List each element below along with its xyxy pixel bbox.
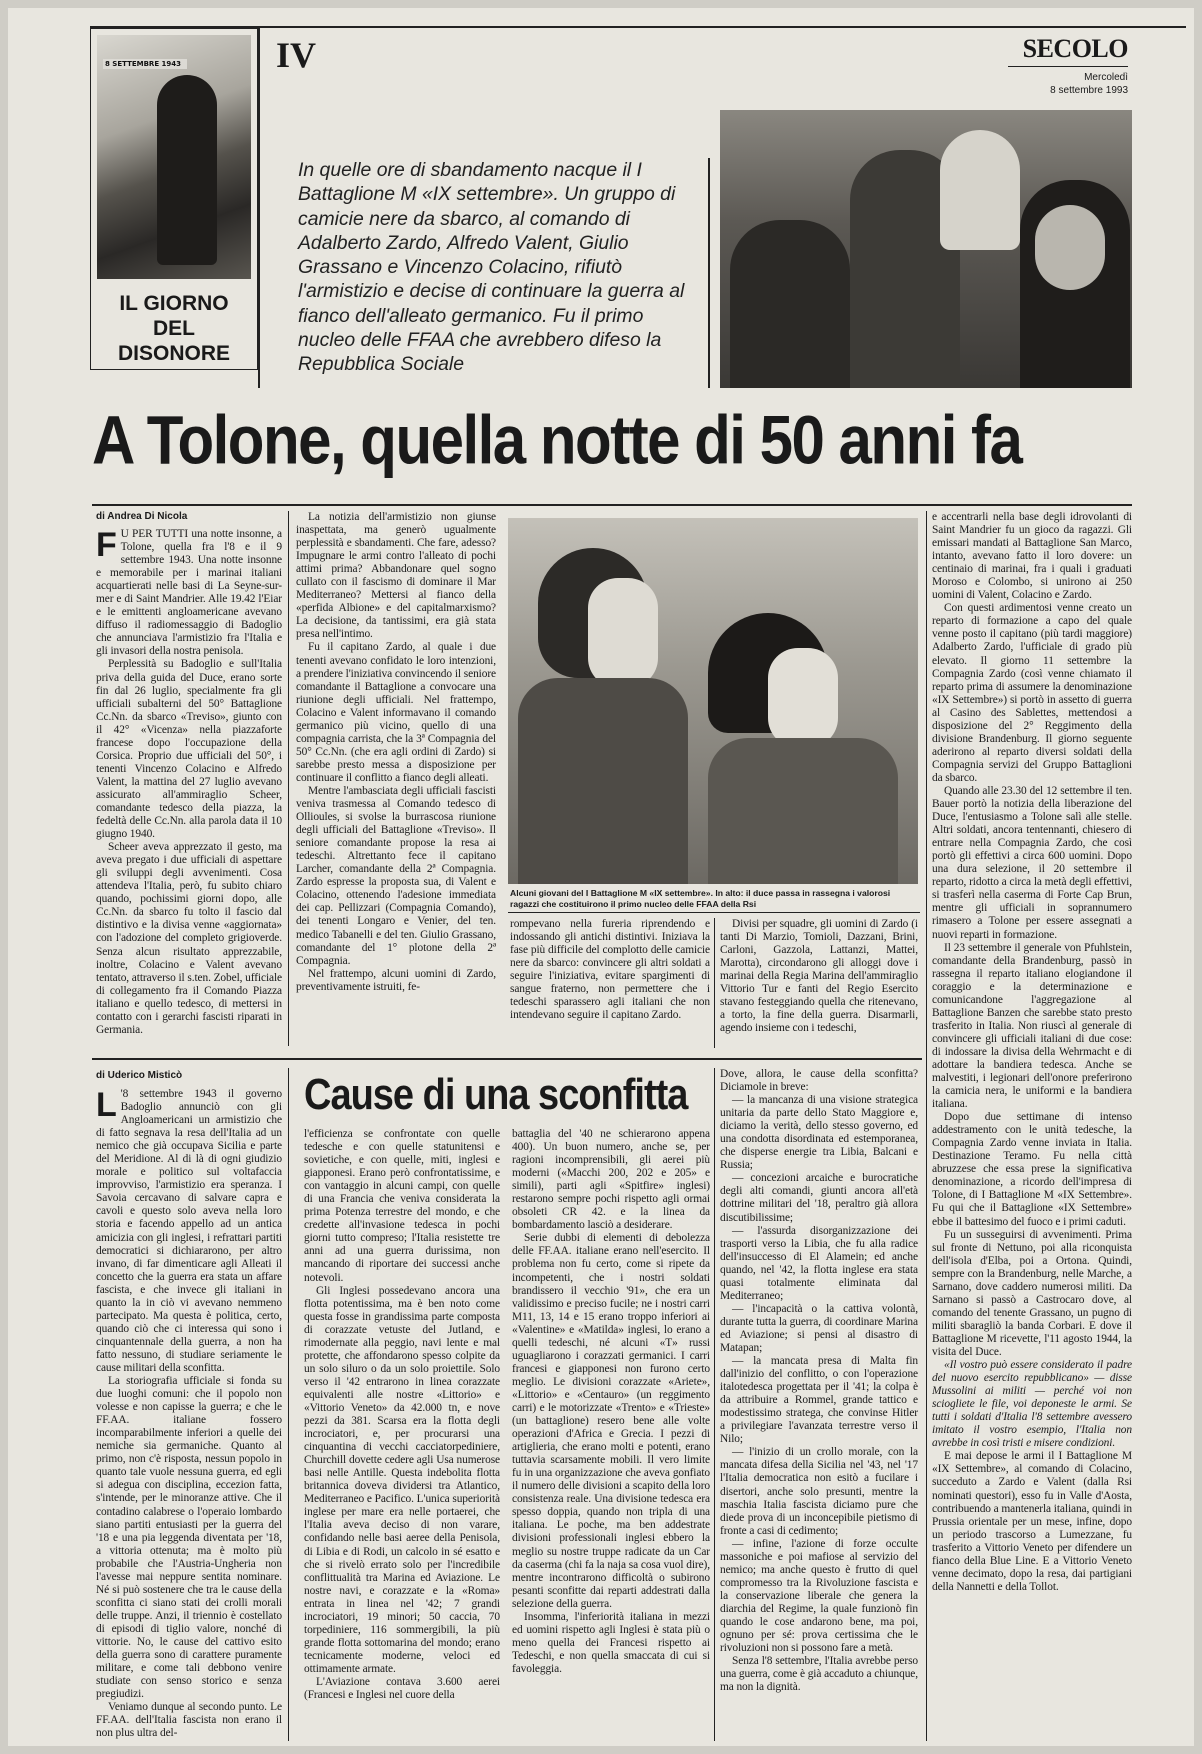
intro-right-rule	[708, 158, 710, 388]
article1-col4-para-1: Divisi per squadre, gli uomini di Zardo (i tanti Di Marzio, Tomioli, Dazzani, Brini, Carloni, Gazzola, Lattanzi, Mattei, Marotta), circondarono gli alloggi dove i marinai della Regia Marina dell'ammiraglio Vittorio Tur e fanti del Regio Esercito stavano festeggiando quella che ritenevano, a torto, la fine della guerra. Disarmarli, agendo insieme con i tedeschi,	[720, 918, 918, 1035]
soldier-1-body	[518, 678, 688, 884]
intro-left-rule	[258, 128, 260, 388]
thumbnail-kicker: IL GIORNO DEL DISONORE	[117, 292, 230, 365]
article2-byline: di Uderico Misticò	[96, 1070, 183, 1081]
headline-rule	[92, 504, 1132, 506]
article2-col2-para-3: L'Aviazione contava 3.600 aerei (Francesi e Inglesi nel cuore della	[304, 1675, 500, 1702]
article1-col5-para-4: Il 23 settembre il generale von Pfuhlstein, comandante della Brandenburg, passò in rassegna il reparto italiano elogiandone il coraggio e la determinazione e comunicandone l'aggregazione al Battaglione Banzen che sarebbe stato presto trasferito in Italia. Non riuscì al generale di convincere gli ufficiali italiani di due cose: di indossare la divisa della Wehrmacht e di adottare la bandiera tedesca. Anche se malvestiti, i legionari dell'onore preferirono la camicia nera, le uniformi e la bandiera italiana.	[932, 941, 1132, 1111]
article1-col2-para-1: La notizia dell'armistizio non giunse inaspettata, ma generò ugualmente perplessità e sbandamenti. Che fare, adesso? Impugnare le armi contro l'alleato di pochi attimi prima? Abbandonare quel sogno cullato con il fascismo di dominare il Mar Mediterraneo? Mettersi al fianco della «perfida Albione» e del capitalmarxismo? La decisione, da tantissimi, era già stata presa nell'intimo.	[296, 511, 496, 641]
article1-col5-para-1: e accentrarli nella base degli idrovolanti di Saint Mandrier fu un gioco da ragazzi. Gli emissari mandati al Battaglione San Marco, intanto, avevano fatto il loro dovere: un centinaio di marinai, fra i quali i graduati Moroso e Colombo, si unirono ai 250 uomini di Valent, Colacino e Zardo.	[932, 511, 1132, 602]
article1-col5-para-7: «Il vostro può essere considerato il padre del nuovo esercito repubblicano» — disse Mussolini ai militi — perché voi non sciogliete le file, voi deponeste le armi. Se tutti i soldati d'Italia l'8 settembre avessero imitato il vostro esempio, l'Italia non avrebbe in così tristi e misere condizioni.	[932, 1359, 1132, 1450]
article2-col4-para-7: — l'inizio di un crollo morale, con la mancata difesa della Sicilia nel '43, nel '17 l'Italia democratica non esitò a fucilare i disertori, anche solo presunti, mentre la maschia Italia fascista diciamo pure che diede prova di un inconcepibile pietismo di fronte a casi di cedimento;	[720, 1446, 918, 1537]
article1-col5-para-3: Quando alle 23.30 del 12 settembre il ten. Bauer portò la notizia della liberazione del Duce, l'entusiasmo a Tolone salì alle stelle. Altri soldati, ancora tentennanti, chiesero di entrare nella Compagnia Zardo, che così portò gli effettivi a circa 600 uomini. Dopo una dura selezione, il 20 settembre il reparto, ridotto a circa la metà degli effettivi, si trasferì nella caserma di Forte Cap Brun, mentre gli ufficiali in soprannumero rimasero a Tolone per essere assegnati a nuovi reparti in formazione.	[932, 784, 1132, 941]
page-number: IV	[276, 35, 317, 75]
masthead: SECOLO	[1022, 34, 1128, 63]
article2-col2-para-2: Gli Inglesi possedevano ancora una flotta potentissima, ma è ben noto come questa fosse in grandissima parte composta di corazzate vetuste del Jutland, e rimodernate alla peggio, navi lente e mal protette, che affondarono spesso colpite da un solo siluro o da un solo proiettile. Solo verso il '42 entrarono in linea corazzate equivalenti alle nostre «Littorio» e «Vittorio Veneto» da 42.000 tn, e nove pezzi da 381. Scarsa era la flotta degli incrociatori, e, per procurarsi una cinquantina di vecchi cacciatorpediniere, Churchill dovette cedere agli Usa numerose basi nelle Antille. Questa indebolita flotta britannica doveva dividersi tra Atlantico, Mediterraneo e Pacifico. L'unica superiorità inglese per mare era nelle portaerei, che l'Italia aveva deciso di non varare, confidando nelle basi aeree della Penisola, di Libia e di Rodi, un calcolo in sé esatto e che si rivelò errato solo per l'incredibile conflittualità tra Marina ed Aviazione. Le nostre navi, e corazzate e la «Roma» entrata in linea nel '42; 7 grandi incrociatori, 19 minori; 50 caccia, 70 torpediniere, 116 sommergibili, la più grande flotta sottomarina del mondo; erano tecnicamente moderne, veloci ed ottimamente armate.	[304, 1284, 500, 1675]
article2-col3-para-2: Serie dubbi di elementi di debolezza delle FF.AA. italiane erano nell'esercito. Il problema non fu certo, come si ripete da incompetenti, che i nostri soldati brandissero il vecchio '91», che era un validissimo e preciso fucile; ne i nostri carri M11, 13, 14 e 15 erano troppo inferiori ai «Valentine» e «Matilda» inglesi, lo erano a quelli tedeschi, né alcuni «T» russi uguagliarono i corazzati germanici. I carri francesi e giapponesi non furono certo meglio. Le divisioni corazzate «Ariete», «Littorio» e «Centauro» (un reggimento carri) e le motorizzate «Trento» e «Trieste» (un battaglione) resero bene alle volte operazioni d'Africa e Grecia. I pezzi di artiglieria, che erano molti e potenti, erano tuttavia scarsamente mobili. Il vero limite fu in una organizzazione che aveva gonfiato il numero delle divisioni a scapito della loro consistenza reale. Una divisione tedesca era spesso doppia, quando non tripla di una italiana. Le poche, ma ben addestrate divisioni professionali inglesi ebbero la meglio su nostre truppe radicate da un Car da caserma (chi fa la naja sa cosa vuol dire), mentre incontrarono difficoltà o subirono pesanti sconfitte dai reparti addestrati dalla selezione della guerra.	[512, 1232, 710, 1610]
figure-1	[730, 220, 850, 388]
article2-column-2	[304, 1128, 500, 1741]
article1-col5-para-8: E mai depose le armi il I Battaglione M «IX Settembre», al comando di Colacino, succeduto a Zardo e Valent (dalla Rsi nominati questori), esso fu in Valle d'Aosta, contribuendo a mantenerla italiana, quindi in Prussia orientale per un mese, infine, dopo un periodo trascorso a Lumezzane, fu trasferito a Vittorio Veneto per difendere un fianco della Blue Line. E a Vittorio Veneto venne decimato, dopo la resa, dai partigiani della Nannetti e della Tollot.	[932, 1450, 1132, 1593]
article2-col4-para-3: — concezioni arcaiche e burocratiche degli alti comandi, giunti ancora all'età dottrine militari del '18, peraltro già allora discutibilissime;	[720, 1172, 918, 1224]
article2-column-1	[96, 1088, 282, 1741]
article1-column-5	[932, 511, 1132, 1741]
header-weekday: Mercoledì	[1084, 72, 1128, 83]
header-divider	[258, 28, 260, 128]
article2-col1-para-1: '8 settembre 1943 il governo Badoglio annunciò con gli Angloamericani un armistizio che di fatto segnava la resa dell'Italia ad un nemico che già occupava Sicilia e parte del Meridione. Al di là di ogni giudizio morale e politico sul voltafaccia improvviso, l'armistizio era speranza. I Savoia cercavano di salvare capra e cavoli e questo solo aveva nella loro storia e facendo appello ad un antica amicizia con gli inglesi, i refrattari partiti democratici si dichiararono, per altro invano, di far dimenticare agli Alleati il concetto che la guerra era stata un affare fascista, e che invece gli italiani in quanto la in ciò vi avevano nemmeno partecipato. Ma questa è politica, certo, quando ciò che ci interessa qui sono i cinquantennale della guerra, a non ha fatto nessuno, di studiare seriamente le cause militari della sconfitta.	[96, 1088, 282, 1374]
figure-silhouette	[157, 75, 217, 265]
face-4	[1035, 205, 1105, 290]
article1-col2-para-2: Fu il capitano Zardo, al quale i due tenenti avevano confidato le loro intenzioni, a prendere l'iniziativa convincendo il seniore comandante il Battaglione a convocare una riunione degli ufficiali. Nel frattempo, Colacino e Valent informavano il comando germanico più vicino, quello di una compagnia carrista, che la 3ª Compagnia del 50° Cc.Nn. (che era agli ordini di Zardo) si sarebbe presto messa a disposizione per continuare il conflitto a fianco degli alleati.	[296, 641, 496, 784]
article2-col4-para-1: Dove, allora, le cause della sconfitta? Diciamole in breve:	[720, 1068, 918, 1094]
col-rule	[714, 918, 715, 1048]
col-rule	[288, 511, 289, 1046]
masthead-rule	[1008, 66, 1128, 67]
article2-col4-para-6: — la mancata presa di Malta fin dall'inizio del conflitto, o con l'operazione italotedesca progettata per il '41; la colpa è da attribuire a Rommel, grande tattico e modestissimo stratega, che convinse Hitler a privilegiare l'avanzata terrestre verso il Nilo;	[720, 1355, 918, 1446]
article1-column-4	[720, 918, 918, 1048]
article2-column-3	[512, 1128, 710, 1741]
article1-dropcap: F	[96, 528, 117, 564]
intro-text: In quelle ore di sbandamento nacque il I Battaglione M «IX settembre». Un gruppo di camicie nere da sbarco, al comando di Adalberto Zardo, Alfredo Valent, Giulio Grassano e Vincenzo Colacino, rifiutò l'armistizio e decise di continuare la guerra al fianco dell'alleato germanico. Fu il primo nucleo delle FFAA che avrebbero difeso la Repubblica Sociale	[298, 159, 685, 376]
article1-byline: di Andrea Di Nicola	[96, 511, 188, 522]
article1-column-3	[510, 918, 710, 1048]
article1-col3-para-1: rompevano nella fureria riprendendo e indossando gli antichi distintivi. Iniziava la fase più difficile del complotto delle camicie nere da sbarco: convincere gli altri soldati a seguire l'iniziativa, evitare spargimenti di sangue fraterno, non permettere che i tedeschi sparassero agli italiani che non intendevano seguire il capitano Zardo.	[510, 918, 710, 1022]
article1-col5-para-2: Con questi ardimentosi venne creato un reparto di formazione a capo del quale venne posto il capitano (più tardi maggiore) Adalberto Zardo, l'ufficiale di grado più elevato. Il giorno 11 settembre la Compagnia Zardo (così venne chiamato il reparto prima di assumere la denominazione «IX Settembre») si portò in assetto di guerra al Casino des Sablettes, mettendosi a disposizione del 2° Reggimento della divisione Brandenburg. Il giorno seguente aderirono al reparto diversi soldati della Compagnia servizi del Gruppo Battaglioni da sbarco.	[932, 602, 1132, 784]
article2-col4-para-8: — infine, l'azione di forze occulte massoniche e poi mafiose al servizio del nemico; ma anche questo è frutto di quel compromesso tra la Rivoluzione fascista e la conservazione liberale che genera la diarchia del Regime, la quale funzionò fin quando le cose andarono bene, ma poi, ognuno per sé: prova certissima che le rivoluzioni non si possono fare a metà.	[720, 1537, 918, 1655]
thumbnail-stamp: 8 SETTEMBRE 1943	[103, 59, 187, 69]
col-rule	[926, 511, 927, 1741]
article2-col2-para-1: l'efficienza se confrontate con quelle tedesche e con quelle statunitensi e sovietiche, e con quelle, miti, inglesi e giapponesi. Erano però confrontatissime, e con vantaggio in alcuni campi, con quelle di una Francia che veniva considerata la prima Potenza terrestre del mondo, e che credette all'invasione tedesca in pochi giorni tutto compreso; l'Italia resistette tre anni ad una guerra durissima, non mancando di riportare dei successi anche notevoli.	[304, 1128, 500, 1284]
article1-col5-para-5: Dopo due settimane di intenso addestramento con le unità tedesche, la Compagnia Zardo venne inviata in Italia. Destinazione Teramo. Fu nella città abruzzese che essa prese la significativa denominazione, a ricordo dell'impresa di Tolone, di I Battaglione M «IX Settembre». Fu qui che il Battaglione «IX Settembre» ebbe il battesimo del fuoco e i primi caduti.	[932, 1111, 1132, 1228]
col-rule	[288, 1068, 289, 1741]
article2-col4-para-2: — la mancanza di una visione strategica unitaria da parte dello Stato Maggiore e, diciamo la verità, dello stesso governo, ed una condotta disordinata ed estemporanea, che disperse energie tra Libia, Balcani e Russia;	[720, 1094, 918, 1172]
soldier-1-face	[588, 578, 658, 688]
figure-3	[940, 130, 1020, 250]
article1-column-2	[296, 511, 496, 1047]
article2-top-rule	[92, 1058, 922, 1060]
article1-col5-para-6: Fu un susseguirsi di avvenimenti. Prima sul fronte di Nettuno, poi alla riconquista dell'isola d'Elba, poi a Ortona. Quindi, sempre con la Brandenburg, nelle Marche, a Sarnano, dove caddero numerosi militi. Da Sarnano si passò a Castrocaro dove, al comando del tenente Grassano, un pugno di militi sbaragliò la banda Corbari. E dove il Battaglione M ricevette, l'11 agosto 1944, la visita del Duce.	[932, 1228, 1132, 1358]
newspaper-page	[8, 8, 1194, 1746]
top-photo-duce-review	[720, 110, 1132, 388]
article1-col2-para-3: Mentre l'ambasciata degli ufficiali fascisti veniva trasmessa al Comando tedesco di Ollioules, si svolse la burrascosa riunione degli ufficiali del Battaglione «Treviso». Il seniore comandante propose la resa ai tedeschi. Altrettanto fece il capitano Larcher, comandante della 2ª Compagnia. Zardo espresse la proposta sua, di Valent e Colacino, ottenendo l'adesione immediata dei cap. Pellizzari (Compagnia Comando), dei tenenti Longaro e Venier, del ten. medico Tabanelli e del ten. Giulio Grassano, comandante del 1° plotone della 2ª Compagnia.	[296, 784, 496, 967]
thumbnail-photo	[97, 35, 251, 279]
article1-col1-para-1: U PER TUTTI una notte insonne, a Tolone, quella fra l'8 e il 9 settembre 1943. Una notte insonne e memorabile per i marinai italiani acquartierati nelle basi di La Seyne-sur-mer e di Saint Mandrier. Alle 19.42 l'Eiar e le emittenti angloamericane avevano diffuso il radiomessaggio di Badoglio che annunciava l'armistizio fra l'Italia e gli invasori della nostra penisola.	[96, 528, 282, 658]
article2-col3-para-3: Insomma, l'inferiorità italiana in mezzi ed uomini rispetto agli Inglesi è stata più o meno quella dei Francesi rispetto ai Tedeschi, e non quella smaccata di cui si favoleggia.	[512, 1610, 710, 1675]
article2-col4-para-4: — l'assurda disorganizzazione dei trasporti verso la Libia, che fu alla radice dell'insuccesso di El Alamein; ed anche quando, nel '42, la flotta inglese era stata quasi totalmente eliminata dal Mediterraneo;	[720, 1224, 918, 1302]
article2-dropcap: L	[96, 1088, 117, 1124]
article2-headline: Cause di una sconfitta	[304, 1071, 688, 1120]
col-rule	[714, 1068, 715, 1741]
middle-photo-young-soldiers	[508, 518, 918, 884]
main-headline: A Tolone, quella notte di 50 anni fa	[92, 401, 1022, 479]
soldier-2-face	[768, 648, 838, 748]
thumbnail-box	[90, 28, 258, 370]
photo-caption: Alcuni giovani del I Battaglione M «IX settembre». In alto: il duce passa in rassegna i valorosi ragazzi che costituirono il primo nucleo delle FFAA della Rsi	[510, 888, 891, 909]
soldier-2-body	[708, 738, 898, 884]
article2-col4-para-5: — l'incapacità o la cattiva volontà, durante tutta la guerra, di coordinare Marina ed Aviazione; si pensi al disastro di Matapan;	[720, 1302, 918, 1354]
article2-col1-para-3: Veniamo dunque al secondo punto. Le FF.AA. dell'Italia fascista non erano il non plus ultra del-	[96, 1701, 282, 1740]
article2-col4-para-9: Senza l'8 settembre, l'Italia avrebbe perso una guerra, come è già accaduto a chiunque, ma non la dignità.	[720, 1655, 918, 1694]
article2-column-4	[720, 1068, 918, 1741]
caption-rule	[508, 912, 920, 913]
article1-col1-para-3: Scheer aveva apprezzato il gesto, ma aveva pregato i due ufficiali di aspettare gli sviluppi degli avvenimenti. Cosa attendeva l'Italia, però, fu subito chiaro quando, pochissimi giorni dopo, alle Cc.Nn. da sbarco fu tolto il fascio dal distintivo e la divisa venne «aggiornata» con l'adozione del completo grigioverde. Senza alcun risultato apprezzabile, inoltre, Colacino e Valent avevano tentato, attraverso il s.ten. Zobel, ufficiale di collegamento fra il Comando Piazza italiano e quello tedesco, di mettersi in contatto con i gerarchi fascisti riparati in Germania.	[96, 841, 282, 1036]
header-date: 8 settembre 1993	[1050, 85, 1128, 96]
article1-col2-para-4: Nel frattempo, alcuni uomini di Zardo, preventivamente istruiti, fe-	[296, 967, 496, 993]
article2-col3-para-1: battaglia del '40 ne schierarono appena 400). Un buon numero, anche se, per ragioni incomprensibili, gli aerei più moderni («Macchi 200, 202 e 205» e simili), parti agli «Spitfire» inglesi) restarono sempre pochi rispetto agli ormai obsoleti CR 42. e la linea da bombardamento lasciò a desiderare.	[512, 1128, 710, 1232]
article1-column-1	[96, 528, 282, 1048]
article1-col1-para-2: Perplessità su Badoglio e sull'Italia priva della guida del Duce, erano sorte fin dal 26 luglio, specialmente fra gli ufficiali subalterni del 50° Battaglione Cc.Nn. da sbarco «Treviso», giunto con il 42° «Vicenza» nella piazzaforte francese dopo l'occupazione della Corsica. Proprio due ufficiali del 50°, i tenenti Vincenzo Colacino e Alfredo Valent, la mattina del 27 luglio avevano assicurato all'ammiraglio Scheer, comandante tedesco della piazza, la fedeltà delle Cc.Nn. alla parola data il 10 giugno 1940.	[96, 658, 282, 841]
article2-col1-para-2: La storiografia ufficiale si fonda su due luoghi comuni: che il popolo non volesse e non capisse la guerra; e che le FF.AA. italiane fossero incomparabilmente inferiori a quelle dei nemiche sia germaniche. Quanto al primo, non c'è risposta, nessun popolo in quanto tale vuole nessuna guerra, ed egli si adegua con disciplina, eccezion fatta, s'intende, per le minoranze attive. Che il contadino calabrese o l'operaio lombardo siano partiti entusiasti per la guerra del '18 e una pia leggenda diventata per '18, a vittoria ottenuta; ma è molto più probabile che l'Austria-Ungheria non l'avesse mai neppure sentita nominare. Né si può sostenere che tra le cause della sconfitta ci siano stati dei crolli morali delle truppe. Anzi, il triennio è costellato di episodi di tiglio valore, nonché di vittorie. No, le cause del cattivo esito della guerra sono di carattere puramente militare, e come tali debbono venire studiate con senso storico e senza pregiudizi.	[96, 1375, 282, 1701]
